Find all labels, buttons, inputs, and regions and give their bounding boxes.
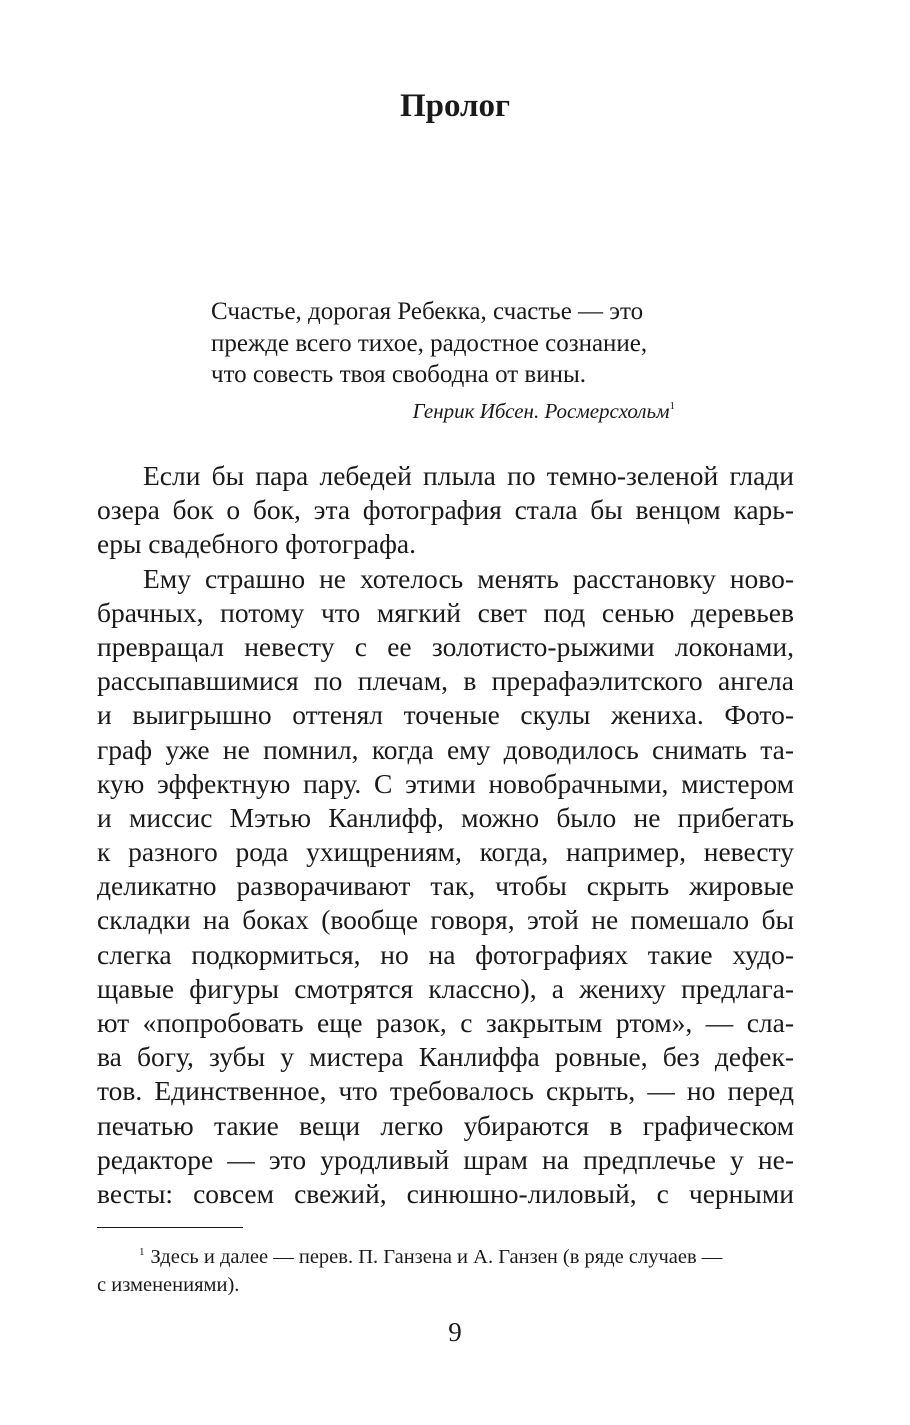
body-line: слегка подкормиться, но на фотографиях такие худо- (97, 938, 794, 970)
epigraph-line: Счастье, дорогая Ребекка, счастье — это (211, 298, 644, 325)
body-line: складки на боках (вообще говоря, этой не помешало бы (97, 904, 794, 936)
body-line: печатью такие вещи легко убираются в графическом (97, 1109, 794, 1141)
body-line: брачных, потому что мягкий свет под сенью деревьев (97, 596, 794, 628)
footnote-text: Здесь и далее — перев. П. Ганзена и А. Ганзен (в ряде случаев — (150, 1246, 723, 1268)
footnote-mark: 1 (139, 1246, 145, 1258)
page-number: 9 (448, 1317, 462, 1347)
body-line: озера бок о бок, эта фотография стала бы венцом карь- (97, 494, 794, 526)
body-line: Если бы пара лебедей плыла по темно-зеленой глади (143, 460, 794, 491)
body-text (97, 459, 794, 1211)
body-line: Ему страшно не хотелось менять расстановку ново- (143, 562, 794, 594)
body-line: весты: совсем свежий, синюшно-лиловый, с черными (97, 1177, 794, 1209)
epigraph-line: что совесть твоя свободна от вины. (211, 361, 587, 388)
body-line: граф уже не помнил, когда ему доводилось снимать та- (97, 733, 794, 765)
epigraph (211, 296, 681, 426)
body-line: кую эффектную пару. С этими новобрачными, мистером (97, 767, 794, 799)
footnote-separator (97, 1227, 243, 1228)
body-line: рассыпавшимися по плечам, в прерафаэлитского ангела (97, 665, 794, 697)
body-line: редакторе — это уродливый шрам на предплечье у не- (97, 1143, 794, 1175)
footnote-reference: 1 (669, 399, 675, 412)
epigraph-attribution (211, 391, 681, 426)
body-line: еры свадебного фотографа. (97, 528, 416, 560)
body-line: и миссис Мэтью Канлифф, можно было не прибегать (97, 801, 794, 833)
epigraph-attribution-text: Генрик Ибсен. Росмерсхольм (412, 398, 670, 423)
body-line: тов. Единственное, что требовалось скрыть, — но перед (97, 1075, 794, 1107)
body-line: превращал невесту с ее золотисто-рыжими локонами, (97, 630, 794, 662)
body-line: и выигрышно оттенял точеные скулы жениха. Фото- (97, 699, 794, 731)
footnote (97, 1238, 794, 1299)
body-line: к разного рода ухищрениям, когда, например, невесту (97, 836, 794, 868)
body-line: ва богу, зубы у мистера Канлиффа ровные, без дефек- (97, 1041, 794, 1073)
footnote-line: с изменениями). (97, 1274, 240, 1296)
footnote-line (97, 1238, 794, 1271)
epigraph-line: прежде всего тихое, радостное сознание, (211, 329, 648, 357)
body-line: ют «попробовать еще разок, с закрытым ртом», — сла- (97, 1007, 794, 1038)
body-line: деликатно разворачивают так, чтобы скрыть жировые (97, 870, 794, 902)
body-line: щавые фигуры смотрятся классно), а жениху предлага- (97, 972, 794, 1004)
chapter-title: Пролог (399, 88, 511, 125)
